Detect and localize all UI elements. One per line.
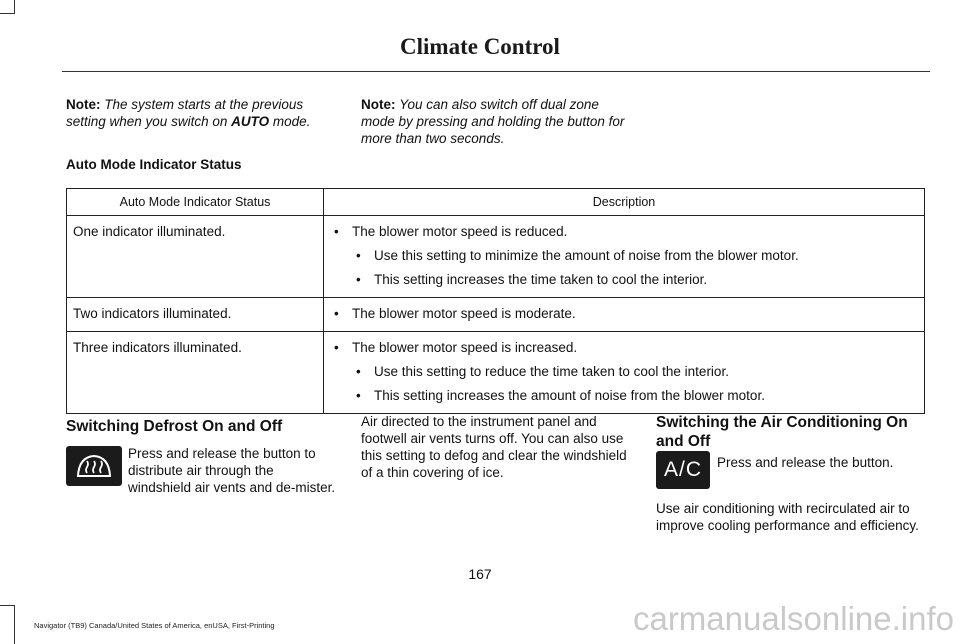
ac-icon <box>656 451 710 489</box>
footer-text: Navigator (TB9) Canada/United States of America, enUSA, First-Printing <box>34 621 275 630</box>
note-left-label: Note: <box>66 97 101 112</box>
note-right-label: Note: <box>361 97 396 112</box>
ac-icon-label: A/C <box>663 458 702 481</box>
note-left <box>66 96 336 130</box>
header-rule <box>62 71 930 72</box>
bullet-main: • The blower motor speed is reduced. <box>330 223 918 241</box>
table-header-status: Auto Mode Indicator Status <box>67 189 324 216</box>
bullet-main: • The blower motor speed is moderate. <box>330 305 918 323</box>
page-title: Climate Control <box>400 34 560 59</box>
indicator-status-table <box>66 188 925 414</box>
crop-mark-bottom-left <box>0 605 15 644</box>
table-cell-status: Two indicators illuminated. <box>67 298 324 332</box>
defrost-text: Press and release the button to distribute air through the windshield air vents and de-mister. <box>128 446 336 495</box>
note-right-text: You can also switch off dual zone mode by pressing and holding the button for more than two seconds. <box>361 97 625 146</box>
table-cell-status: One indicator illuminated. <box>67 216 324 298</box>
crop-mark-top-left <box>0 0 15 14</box>
note-left-strong: AUTO <box>231 114 270 129</box>
ac-text-2: Use air conditioning with recirculated air to improve cooling performance and efficiency. <box>656 501 919 533</box>
ac-text: Press and release the button. <box>717 455 894 470</box>
bullet-sub: • This setting increases the time taken to cool the interior. <box>330 271 918 289</box>
page-number: 167 <box>468 566 492 582</box>
bullet-sub: • Use this setting to reduce the time taken to cool the interior. <box>330 363 918 381</box>
defrost-heading: Switching Defrost On and Off <box>66 418 283 435</box>
defrost-continued-text: Air directed to the instrument panel and footwell air vents turns off. You can also use this setting to defog and clear the windshield of a thin covering of ice. <box>361 414 627 480</box>
table-header-row <box>67 189 925 216</box>
table-cell-description <box>324 216 925 298</box>
table-cell-status: Three indicators illuminated. <box>67 332 324 414</box>
table-row <box>67 332 925 414</box>
note-left-text: The system starts at the previous setting when you switch on <box>66 97 304 129</box>
table-cell-description <box>324 298 925 332</box>
table-header-description: Description <box>324 189 925 216</box>
ac-heading: Switching the Air Conditioning On and Off <box>656 414 908 450</box>
bullet-sub: • Use this setting to minimize the amount of noise from the blower motor. <box>330 247 918 265</box>
note-left-text-after: mode. <box>269 114 311 129</box>
watermark: carmanualsonline.info <box>632 600 954 637</box>
table-row <box>67 298 925 332</box>
table-cell-description <box>324 332 925 414</box>
table-row <box>67 216 925 298</box>
note-right <box>361 96 633 147</box>
windshield-defrost-icon <box>66 446 122 486</box>
bullet-sub: • This setting increases the amount of noise from the blower motor. <box>330 387 918 405</box>
section-label: Auto Mode Indicator Status <box>66 157 242 172</box>
bullet-main: • The blower motor speed is increased. <box>330 339 918 357</box>
